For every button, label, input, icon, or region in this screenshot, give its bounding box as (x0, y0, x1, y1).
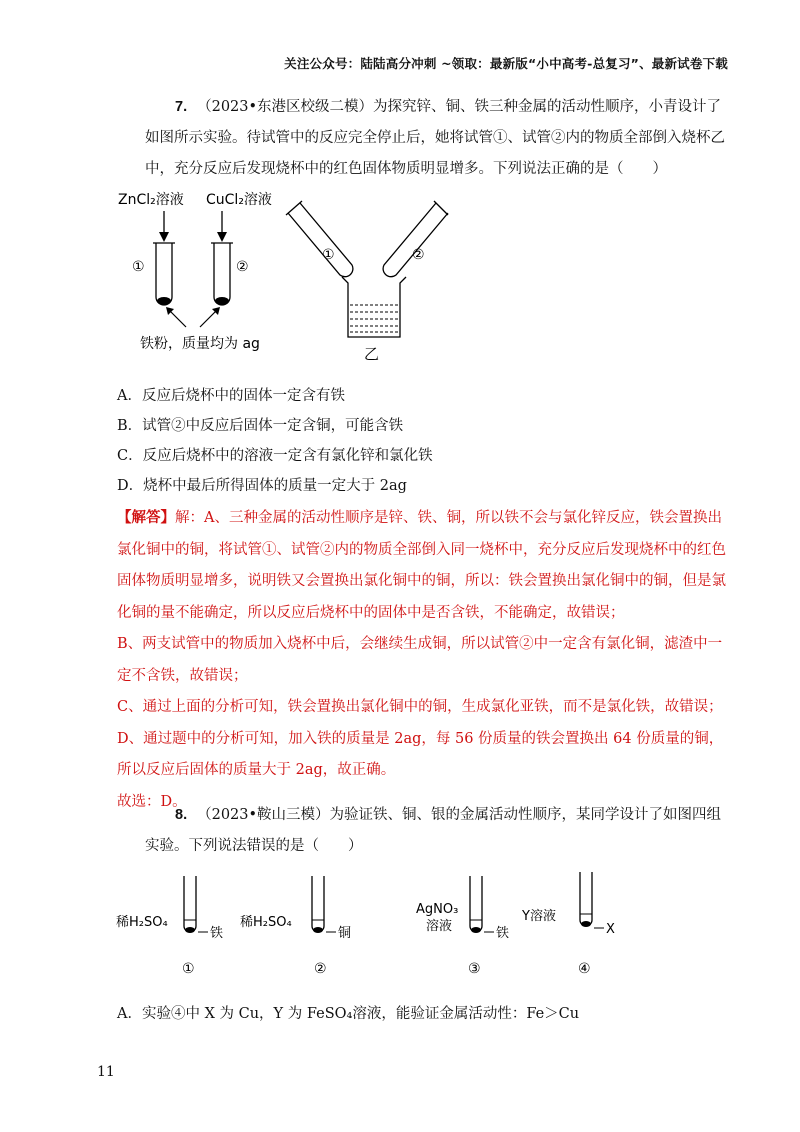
q8-stem (145, 800, 730, 862)
q7-option-d: D．烧杯中最后所得固体的质量一定大于 2ag (117, 478, 407, 494)
q8-stem-text: （2023•鞍山三模）为验证铁、铜、银的金属活动性顺序，某同学设计了如图四组实验。下列说法错误的是（ ） (145, 807, 722, 854)
q7-tube1-iron (157, 297, 171, 305)
q7-bottom-note: 铁粉，质量均为 ag (140, 336, 260, 352)
q7-pour-tube2 (383, 201, 448, 277)
q7-beaker (342, 277, 406, 337)
q7-answer-choice: 故选：D。 (117, 793, 187, 810)
q7-option-b: B．试管②中反应后固体一定含铜，可能含铁 (117, 418, 404, 434)
q7-tube1-solution: ZnCl₂溶液 (118, 192, 184, 208)
q8-exp2-metal-piece (313, 927, 323, 933)
q8-exp3-solution-b: 溶液 (426, 919, 453, 934)
q8-exp4-label: ④ (578, 961, 591, 977)
q7-tube1 (156, 243, 172, 305)
page-number: 11 (97, 1064, 115, 1080)
q7-option-a: A．反应后烧杯中的固体一定含有铁 (117, 388, 345, 404)
q7-stem (145, 92, 730, 185)
q7-answer-line-a (117, 502, 732, 629)
q8-exp4-metal: X (606, 922, 615, 937)
q7-answer-line-d: D、通过题中的分析可知，加入铁的质量是 2ag，每 56 份质量的铁会置换出 64 份质量的铜，所以反应后固体的质量大于 2ag，故正确。 (117, 730, 724, 778)
q7-tube2 (214, 243, 230, 305)
q8-exp2-tube (312, 876, 324, 932)
q7-beaker-label: 乙 (364, 345, 380, 363)
page-header: 关注公众号：陆陆高分冲刺 ~领取：最新版“小中高考-总复习”、最新试卷下载 (284, 56, 728, 71)
q7-tube1-label: ① (132, 259, 145, 275)
q7-tube2-solution: CuCl₂溶液 (206, 192, 272, 208)
q8-exp1-label: ① (182, 961, 195, 977)
q8-exp3-metal-piece (471, 927, 481, 933)
q8-exp4-solution: Y溶液 (522, 909, 556, 924)
q7-option-c: C．反应后烧杯中的溶液一定含有氯化锌和氯化铁 (117, 448, 433, 464)
q8-exp2-metal: 铜 (338, 926, 352, 941)
q7-tube2-iron (215, 297, 229, 305)
q7-pour1-label: ① (322, 247, 335, 263)
q7-answer-line-b: B、两支试管中的物质加入烧杯中后，会继续生成铜，所以试管②中一定含有氯化铜，滤渣中一定不含铁，故错误； (117, 636, 723, 684)
q8-exp1-metal: 铁 (210, 926, 224, 941)
q8-exp3-solution-a: AgNO₃ (416, 902, 459, 917)
q8-exp1-solution: 稀H₂SO₄ (116, 915, 168, 930)
q8-exp3-label: ③ (468, 961, 481, 977)
q8-exp4-tube (580, 872, 592, 926)
q8-exp4-metal-piece (581, 921, 591, 927)
q7-tube2-label: ② (236, 259, 249, 275)
q8-exp1-metal-piece (185, 927, 195, 933)
q7-figure (110, 185, 450, 365)
q7-pour2-label: ② (412, 247, 425, 263)
q7-arrow2-head (217, 232, 227, 242)
answer-tag: 【解答】 (117, 509, 175, 526)
q8-exp3-metal: 铁 (496, 926, 510, 941)
q7-number: 7. (175, 99, 188, 115)
q7-answer-a-text: 解：A、三种金属的活动性顺序是锌、铁、铜，所以铁不会与氯化锌反应，铁会置换出氯化铜中的铜，将试管①、试管②内的物质全部倒入同一烧杯中，充分反应后发现烧杯中的红色固体物质明显增多，说明铁又会置换出氯化铜中的铜，所以：铁会置换出氯化铜中的铜，但是氯化铜的量不能确定，所以反应后烧杯中的固体中是否含铁，不能确定，故错误； (117, 510, 726, 621)
q8-exp2-solution: 稀H₂SO₄ (240, 915, 292, 930)
q7-arrow1-head (159, 232, 169, 242)
q8-option-a: A．实验④中 X 为 Cu，Y 为 FeSO₄溶液，能验证金属活动性：Fe＞Cu (117, 1006, 580, 1022)
q8-exp1-tube (184, 876, 196, 932)
q8-number: 8. (175, 807, 188, 823)
q7-pour-tube1 (286, 201, 353, 277)
q8-figure (110, 868, 630, 983)
q7-stem-text: （2023•东港区校级二模）为探究锌、铜、铁三种金属的活动性顺序，小青设计了如图所示实验。待试管中的反应完全停止后，她将试管①、试管②内的物质全部倒入烧杯乙中，充分反应后发现烧杯中的红色固体物质明显增多。下列说法正确的是（ ） (145, 99, 725, 177)
q7-answer-line-c: C、通过上面的分析可知，铁会置换出氯化铜中的铜，生成氯化亚铁，而不是氯化铁，故错误； (117, 699, 723, 715)
q7-answer (117, 502, 732, 818)
q8-exp3-tube (470, 876, 482, 932)
q8-exp2-label: ② (314, 961, 327, 977)
